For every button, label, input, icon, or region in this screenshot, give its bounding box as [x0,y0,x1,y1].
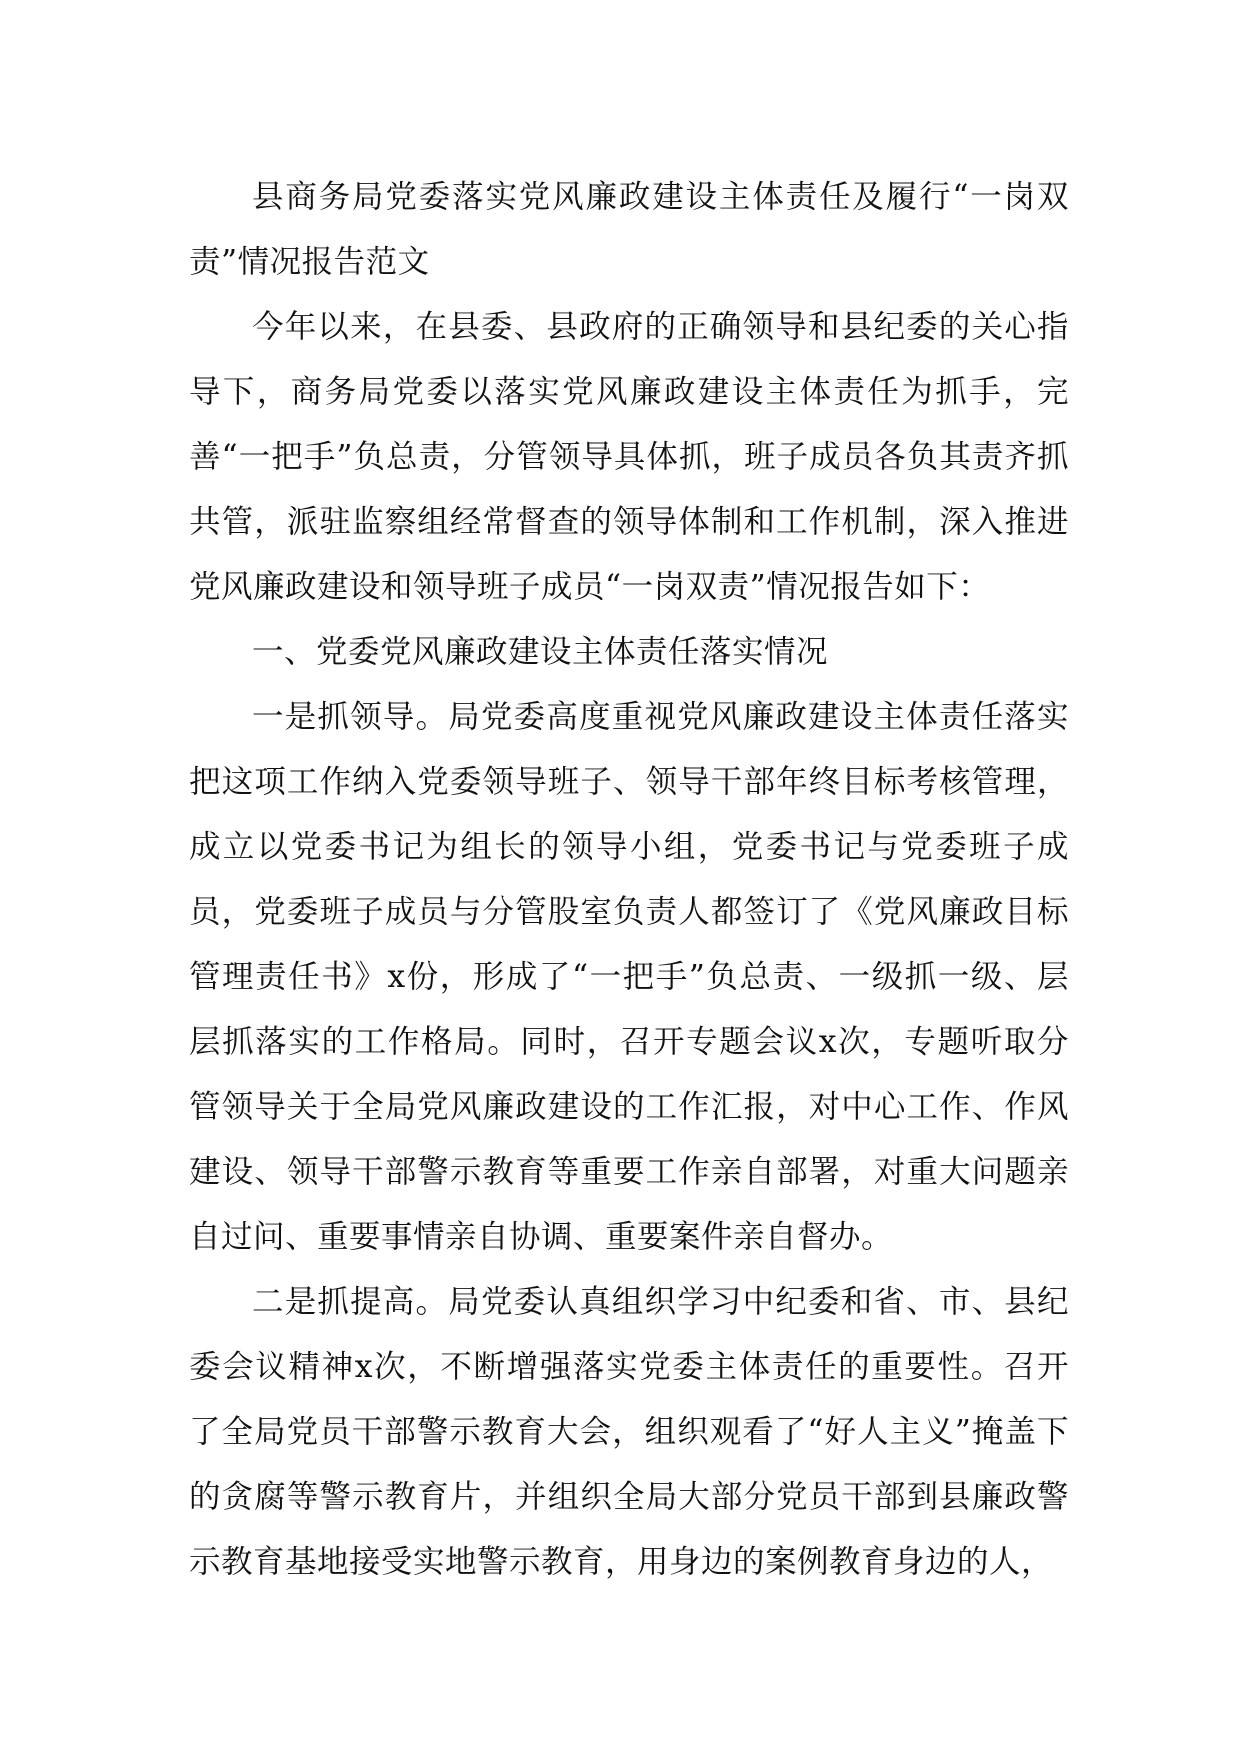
document-body [189,165,1069,1595]
document-title: 县商务局党委落实党风廉政建设主体责任及履行“一岗双责”情况报告范文 [189,179,1069,280]
paragraph-improvement: 二是抓提高。局党委认真组织学习中纪委和省、市、县纪委会议精神x次，不断增强落实党委主体责任的重要性。召开了全局党员干部警示教育大会，组织观看了“好人主义”掩盖下的贪腐等警示教育片，并组织全局大部分党员干部到县廉政警示教育基地接受实地警示教育，用身边的案例教育身边的人， [189,1284,1069,1580]
paragraph-intro: 今年以来，在县委、县政府的正确领导和县纪委的关心指导下，商务局党委以落实党风廉政建设主体责任为抓手，完善“一把手”负总责，分管领导具体抓，班子成员各负其责齐抓共管，派驻监察组经常督查的领导体制和工作机制，深入推进党风廉政建设和领导班子成员“一岗双责”情况报告如下： [189,309,1069,605]
paragraph-leadership: 一是抓领导。局党委高度重视党风廉政建设主体责任落实把这项工作纳入党委领导班子、领导干部年终目标考核管理，成立以党委书记为组长的领导小组，党委书记与党委班子成员，党委班子成员与分管股室负责人都签订了《党风廉政目标管理责任书》x份，形成了“一把手”负总责、一级抓一级、层层抓落实的工作格局。同时，召开专题会议x次，专题听取分管领导关于全局党风廉政建设的工作汇报，对中心工作、作风建设、领导干部警示教育等重要工作亲自部署，对重大问题亲自过问、重要事情亲自协调、重要案件亲自督办。 [189,699,1069,1255]
section-heading-1: 一、党委党风廉政建设主体责任落实情况 [252,634,829,670]
